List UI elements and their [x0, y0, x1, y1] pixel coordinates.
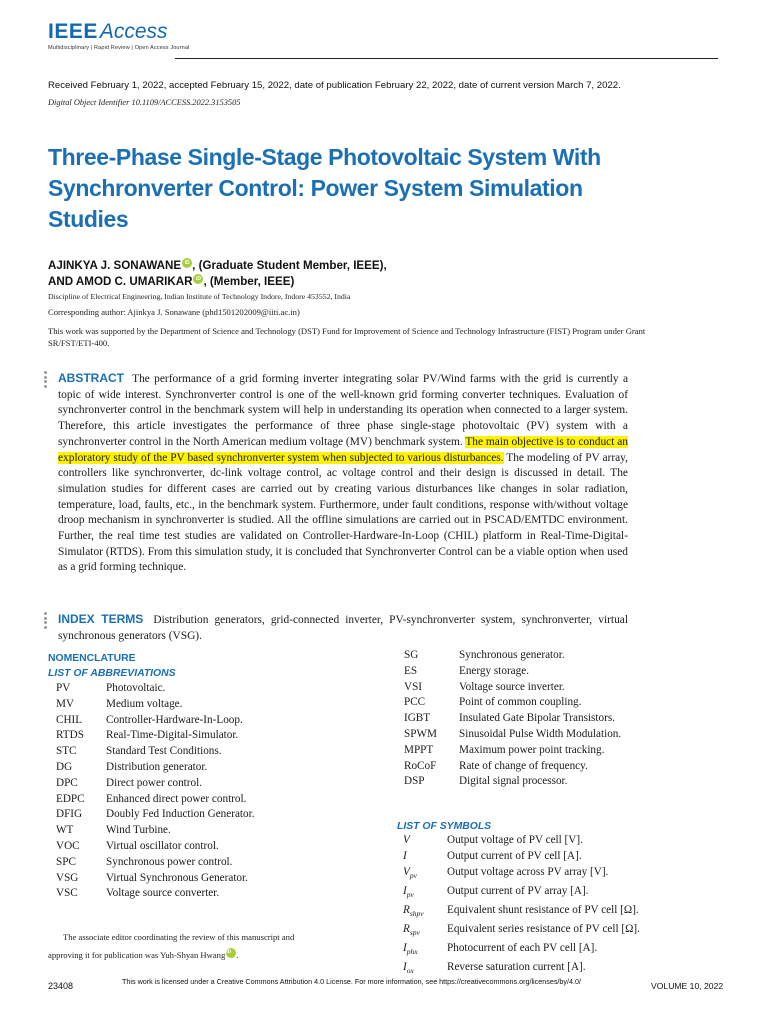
- abbreviation-list-left: [56, 681, 255, 902]
- nomenclature-item: [403, 941, 640, 960]
- nomenclature-definition: Digital signal processor.: [459, 775, 568, 788]
- abstract: [58, 371, 628, 576]
- nomenclature-term: STC: [56, 745, 77, 758]
- nomenclature-term: VSI: [404, 680, 423, 693]
- nomenclature-item: [56, 855, 255, 871]
- symbol-base: V: [403, 834, 410, 846]
- nomenclature-definition: Wind Turbine.: [106, 824, 171, 837]
- nomenclature-definition: Equivalent series resistance of PV cell [Ω].: [447, 922, 640, 935]
- nomenclature-term: DG: [56, 760, 73, 773]
- index-terms-text: Distribution generators, grid-connected inverter, PV-synchronverter system, synchronverter, virtual synchronous generators (VSG).: [58, 614, 628, 642]
- nomenclature-term: MPPT: [404, 743, 434, 756]
- nomenclature-item: [56, 807, 255, 823]
- nomenclature-term: MV: [56, 697, 75, 710]
- nomenclature-term: VSC: [56, 887, 78, 900]
- nomenclature-item: [56, 728, 255, 744]
- nomenclature-definition: Synchronous power control.: [106, 855, 233, 868]
- symbol-base: I: [403, 849, 407, 862]
- funding-note: This work was supported by the Department of Science and Technology (DST) Fund for Improvement of Science and Technology Infrastructure (FIST) Program under Grant SR/FST/ETI-400.: [48, 326, 646, 348]
- nomenclature-item: [404, 664, 621, 680]
- abstract-label: ABSTRACT: [58, 371, 124, 385]
- abstract-text: The modeling of PV array, controllers like synchronverter, dc-link voltage control, ac voltage control and their design is discussed in detail. The simulation studies for different cases are carried out by creating various disturbances like changes in solar radiation, temperature, load, faults, etc., in the benchmark system. Furthermore, under fault conditions, response with/without voltage droop mechanism in synchronverter is studied. All the offline simulations are carried out in PSCAD/EMTDC environment. Further, the real time test studies are validated on Controller-Hardware-In-Loop (CHIL) platform in Real-Time-Digital-Simulator (RTDS). From this simulation study, it is concluded that Synchronverter Control can be a viable option when used as a grid forming technique.: [58, 451, 628, 574]
- nomenclature-definition: Rate of change of frequency.: [459, 759, 588, 772]
- nomenclature-item: [403, 903, 640, 922]
- index-terms-label: INDEX TERMS: [58, 612, 144, 626]
- nomenclature-term: SG: [404, 649, 419, 661]
- nomenclature-definition: Medium voltage.: [106, 697, 183, 710]
- volume-info: VOLUME 10, 2022: [651, 981, 724, 991]
- author-membership: , (Member, IEEE): [203, 275, 295, 288]
- nomenclature-item: [403, 884, 640, 903]
- footnote-text: approving it for publication was Yuh-Shyan Hwang: [48, 950, 226, 960]
- symbol-base: R: [403, 922, 410, 935]
- logo-access-text: Access: [99, 20, 168, 43]
- nomenclature-item: [403, 960, 640, 979]
- symbol-base: I: [403, 884, 407, 897]
- nomenclature-term: ES: [404, 664, 418, 677]
- page-number: 23408: [48, 981, 74, 991]
- section-marker-icon: [44, 371, 48, 389]
- nomenclature-term: [403, 849, 447, 865]
- nomenclature-term: PV: [56, 682, 71, 694]
- abstract-text: The performance of a grid forming inverter integrating solar PV/Wind farms with the grid is currently a topic of wide interest. Synchronverter control is one of the well-known grid forming converter techniques. Evaluation of synchronverter control in the benchmark system will help in understanding its operation when connected to a larger system. Therefore, this article investigates the performance of three phase single-stage photovoltaic (PV) system with a synchronverter control in the North American medium voltage (MV) benchmark system.: [58, 373, 628, 448]
- nomenclature-item: [404, 774, 621, 790]
- nomenclature-item: [403, 922, 640, 941]
- nomenclature-definition: Output current of PV array [A].: [447, 884, 589, 897]
- nomenclature-definition: Standard Test Conditions.: [106, 745, 222, 758]
- nomenclature-item: [56, 744, 255, 760]
- nomenclature-term: [403, 833, 447, 849]
- nomenclature-item: [56, 760, 255, 776]
- nomenclature-definition: Output current of PV cell [A].: [447, 849, 582, 862]
- nomenclature-item: [403, 865, 640, 884]
- nomenclature-item: [56, 713, 255, 729]
- nomenclature-term: RoCoF: [404, 759, 437, 772]
- symbol-list: [403, 833, 640, 979]
- nomenclature-item: [56, 839, 255, 855]
- nomenclature-definition: Insulated Gate Bipolar Transistors.: [459, 712, 615, 725]
- symbol-subscript: shpv: [409, 908, 424, 918]
- doi-line: Digital Object Identifier 10.1109/ACCESS.2022.3153505: [48, 98, 241, 107]
- nomenclature-definition: Sinusoidal Pulse Width Modulation.: [459, 727, 622, 740]
- logo-tagline: Multidisciplinary | Rapid Review | Open Access Journal: [48, 45, 190, 51]
- index-terms: [58, 612, 628, 644]
- nomenclature-term: DSP: [404, 775, 425, 788]
- nomenclature-item: [404, 727, 621, 743]
- abbreviations-heading: LIST OF ABBREVIATIONS: [48, 668, 176, 679]
- author-line-1: [48, 258, 387, 274]
- nomenclature-definition: Distribution generator.: [106, 760, 208, 773]
- symbol-base: V: [403, 865, 410, 878]
- nomenclature-definition: Equivalent shunt resistance of PV cell [Ω].: [447, 903, 639, 916]
- nomenclature-item: [56, 886, 255, 902]
- nomenclature-definition: Doubly Fed Induction Generator.: [106, 808, 255, 821]
- author-line-2: [48, 274, 387, 290]
- symbols-heading: LIST OF SYMBOLS: [397, 821, 492, 832]
- nomenclature-definition: Photocurrent of each PV cell [A].: [447, 941, 598, 954]
- footnote-period: .: [236, 950, 239, 960]
- nomenclature-term: PCC: [404, 696, 426, 709]
- affiliation: Discipline of Electrical Engineering, Indian Institute of Technology Indore, Indore 453552, India: [48, 292, 351, 301]
- symbol-subscript: ox: [406, 965, 414, 975]
- orcid-icon[interactable]: iD: [182, 258, 192, 268]
- received-dates: Received February 1, 2022, accepted February 15, 2022, date of publication February 22, 2022, date of current version March 7, 2022.: [48, 80, 621, 91]
- nomenclature-item: [404, 759, 621, 775]
- nomenclature-definition: Virtual oscillator control.: [106, 839, 219, 852]
- author-name: AND AMOD C. UMARIKAR: [48, 275, 193, 288]
- nomenclature-item: [404, 648, 621, 664]
- nomenclature-definition: Synchronous generator.: [459, 649, 565, 661]
- nomenclature-definition: Point of common coupling.: [459, 696, 582, 709]
- nomenclature-term: [403, 903, 447, 922]
- nomenclature-term: WT: [56, 824, 74, 837]
- orcid-icon[interactable]: iD: [226, 948, 236, 958]
- paper-title: Three-Phase Single-Stage Photovoltaic System With Synchronverter Control: Power System Simulation Studies: [48, 144, 601, 232]
- abbreviation-list-right: [404, 648, 621, 790]
- nomenclature-term: DFIG: [56, 808, 83, 821]
- nomenclature-definition: Photovoltaic.: [106, 682, 166, 694]
- nomenclature-item: [403, 849, 640, 865]
- nomenclature-item: [404, 695, 621, 711]
- footnote-line: [48, 946, 370, 964]
- nomenclature-term: RTDS: [56, 729, 84, 742]
- nomenclature-term: [403, 960, 447, 979]
- nomenclature-item: [404, 711, 621, 727]
- editor-footnote: [48, 928, 370, 964]
- nomenclature-term: [403, 922, 447, 941]
- orcid-icon[interactable]: iD: [193, 274, 203, 284]
- nomenclature-definition: Output voltage of PV cell [V].: [447, 834, 583, 846]
- nomenclature-item: [56, 681, 255, 697]
- nomenclature-heading: NOMENCLATURE: [48, 653, 136, 664]
- nomenclature-term: SPWM: [404, 727, 437, 740]
- nomenclature-definition: Real-Time-Digital-Simulator.: [106, 729, 239, 742]
- nomenclature-term: [403, 941, 447, 960]
- nomenclature-item: [56, 697, 255, 713]
- license-notice[interactable]: This work is licensed under a Creative Commons Attribution 4.0 License. For more information, see https://creativecommons.org/licenses/by/4.0/: [122, 977, 582, 986]
- symbol-base: R: [403, 903, 410, 916]
- footnote-line: The associate editor coordinating the review of this manuscript and: [63, 932, 295, 942]
- nomenclature-term: SPC: [56, 855, 76, 868]
- symbol-subscript: spv: [409, 927, 420, 937]
- logo-ieee-text: IEEE: [48, 20, 98, 43]
- nomenclature-item: [404, 743, 621, 759]
- nomenclature-definition: Enhanced direct power control.: [106, 792, 247, 805]
- corresponding-author: Corresponding author: Ajinkya J. Sonawane (phd1501202009@iiti.ac.in): [48, 307, 300, 317]
- nomenclature-definition: Voltage source converter.: [106, 887, 220, 900]
- nomenclature-term: EDPC: [56, 792, 85, 805]
- author-name: AJINKYA J. SONAWANE: [48, 259, 182, 272]
- nomenclature-definition: Virtual Synchronous Generator.: [106, 871, 248, 884]
- nomenclature-term: [403, 884, 447, 903]
- nomenclature-item: [56, 823, 255, 839]
- author-membership: , (Graduate Student Member, IEEE),: [192, 259, 387, 272]
- nomenclature-term: VSG: [56, 871, 79, 884]
- nomenclature-term: DPC: [56, 776, 78, 789]
- symbol-subscript: pv: [406, 889, 414, 899]
- section-marker-icon: [44, 612, 48, 630]
- nomenclature-term: IGBT: [404, 712, 431, 725]
- nomenclature-definition: Reverse saturation current [A].: [447, 960, 586, 973]
- nomenclature-term: CHIL: [56, 713, 83, 726]
- nomenclature-definition: Energy storage.: [459, 664, 530, 677]
- nomenclature-definition: Direct power control.: [106, 776, 202, 789]
- nomenclature-term: VOC: [56, 839, 80, 852]
- nomenclature-definition: Output voltage across PV array [V].: [447, 865, 609, 878]
- abstract-highlight: The main objective is to conduct an exploratory study of the PV based synchronverter system when subjected to various disturbances.: [58, 435, 628, 464]
- nomenclature-definition: Controller-Hardware-In-Loop.: [106, 713, 243, 726]
- symbol-base: I: [403, 941, 407, 954]
- header-divider: [175, 58, 718, 59]
- symbol-subscript: pv: [409, 870, 417, 880]
- nomenclature-definition: Maximum power point tracking.: [459, 743, 605, 756]
- nomenclature-item: [403, 833, 640, 849]
- symbol-subscript: phx: [406, 946, 418, 956]
- nomenclature-item: [56, 792, 255, 808]
- nomenclature-item: [56, 871, 255, 887]
- nomenclature-item: [56, 776, 255, 792]
- journal-logo: [48, 20, 189, 51]
- symbol-base: I: [403, 960, 407, 973]
- nomenclature-item: [404, 680, 621, 696]
- nomenclature-term: [403, 865, 447, 884]
- nomenclature-definition: Voltage source inverter.: [459, 680, 565, 693]
- author-block: [48, 258, 387, 290]
